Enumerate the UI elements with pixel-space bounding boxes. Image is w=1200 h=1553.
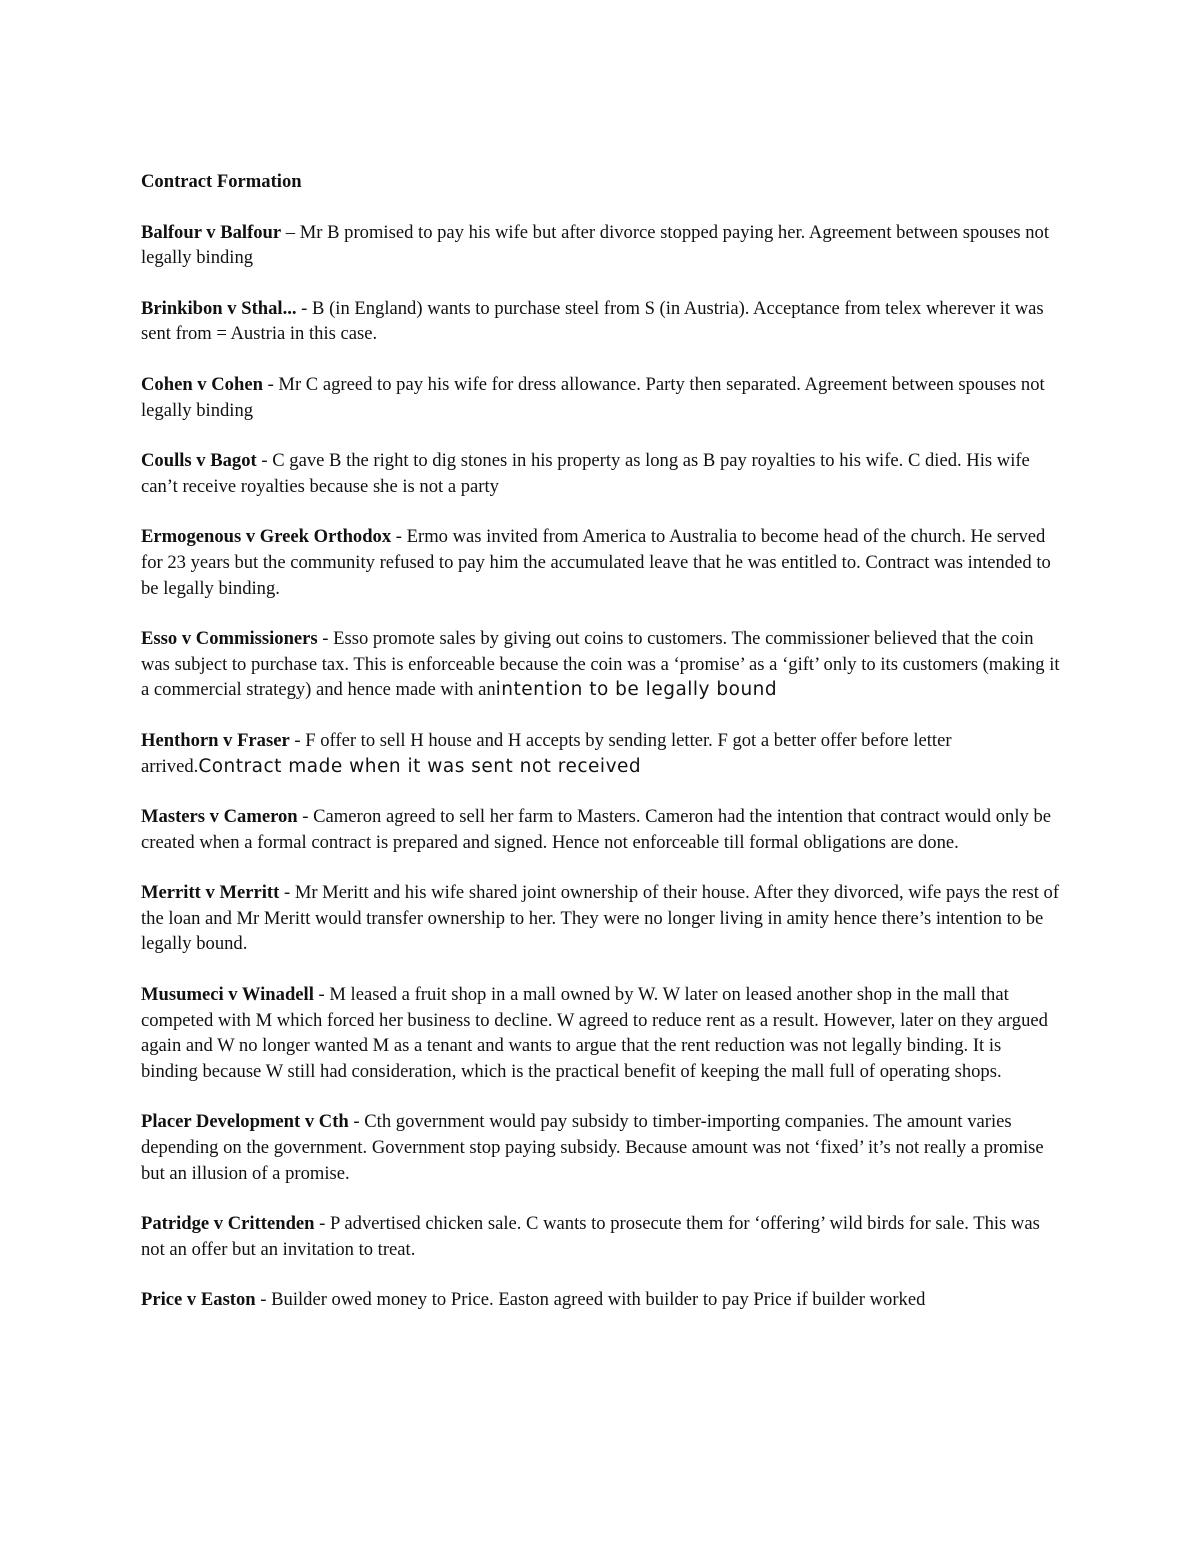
case-separator: -	[262, 373, 279, 395]
case-summary-tail: intention to be legally bound	[495, 679, 778, 701]
case-name: Esso v Commissioners	[141, 628, 318, 650]
case-entry	[141, 296, 1061, 347]
case-separator: -	[296, 297, 313, 319]
case-entry	[141, 1211, 1061, 1262]
case-separator: -	[348, 1111, 365, 1133]
case-name: Merritt v Merritt	[141, 882, 280, 904]
case-entry	[141, 448, 1061, 499]
case-name: Placer Development v Cth	[141, 1111, 349, 1133]
case-separator: -	[255, 1289, 272, 1311]
case-entry	[141, 372, 1061, 423]
case-name: Cohen v Cohen	[141, 373, 263, 395]
case-summary-tail: Contract made when it was sent not received	[198, 755, 642, 777]
case-name: Coulls v Bagot	[141, 450, 257, 472]
case-name: Brinkibon v Sthal...	[141, 297, 297, 319]
case-separator: -	[289, 729, 306, 751]
case-summary: Cth government would pay subsidy to timber-importing companies. The amount varies depending on the government. Government stop paying subsidy. Because amount was not ‘fixed’ it’s not really a promise but an illusion of a promise.	[141, 1111, 1044, 1184]
case-separator: -	[314, 1213, 331, 1235]
case-summary: Cameron agreed to sell her farm to Masters. Cameron had the intention that contract would only be created when a formal contract is prepared and signed. Hence not enforceable till formal obligations are done.	[141, 806, 1051, 853]
case-entry	[141, 1109, 1061, 1186]
case-separator: -	[391, 526, 407, 548]
case-name: Masters v Cameron	[141, 806, 298, 828]
case-separator: -	[256, 450, 273, 472]
case-entry	[141, 804, 1061, 855]
case-name: Henthorn v Fraser	[141, 729, 290, 751]
case-name: Price v Easton	[141, 1289, 256, 1311]
case-separator: -	[317, 628, 334, 650]
case-entry	[141, 1287, 1061, 1313]
case-name: Musumeci v Winadell	[141, 984, 314, 1006]
document-title: Contract Formation	[141, 171, 302, 192]
case-separator: -	[297, 806, 314, 828]
case-summary: Esso promote sales by giving out coins to customers. The commissioner believed that the coin was subject to purchase tax. This is enforceable because the coin was a ‘promise’ as a ‘gift’ only to its customers (making it a commercial strategy) and hence made with an	[141, 628, 1060, 701]
case-summary: Ermo was invited from America to Australia to become head of the church. He served for 23 years but the community refused to pay him the accumulated leave that he was entitled to. Contract was intended to be legally binding.	[141, 526, 1051, 599]
case-name: Ermogenous v Greek Orthodox	[141, 526, 392, 548]
case-separator: -	[313, 984, 330, 1006]
case-entry	[141, 982, 1061, 1084]
case-summary: P advertised chicken sale. C wants to prosecute them for ‘offering’ wild birds for sale. This was not an offer but an invitation to treat.	[141, 1213, 1040, 1260]
case-name: Patridge v Crittenden	[141, 1213, 315, 1235]
case-summary: Mr Meritt and his wife shared joint ownership of their house. After they divorced, wife pays the rest of the loan and Mr Meritt would transfer ownership to her. They were no longer living in amity hence there’s intention to be legally bound.	[141, 882, 1060, 955]
case-summary: M leased a fruit shop in a mall owned by W. W later on leased another shop in the mall that competed with M which forced her business to decline. W agreed to reduce rent as a result. However, later on they argued again and W no longer wanted M as a tenant and wants to argue that the rent reduction was not legally binding. It is binding because W still had consideration, which is the practical benefit of keeping the mall full of operating shops.	[141, 984, 1048, 1082]
case-name: Balfour v Balfour	[141, 221, 282, 243]
case-entry	[141, 880, 1061, 957]
case-entry	[141, 728, 1061, 779]
case-separator: –	[281, 221, 300, 243]
case-summary: Mr B promised to pay his wife but after divorce stopped paying her. Agreement between spouses not legally binding	[141, 221, 1050, 269]
case-summary: F offer to sell H house and H accepts by sending letter. F got a better offer before letter arrived.	[141, 729, 952, 777]
case-summary: Builder owed money to Price. Easton agreed with builder to pay Price if builder worked	[271, 1289, 926, 1311]
case-summary: C gave B the right to dig stones in his property as long as B pay royalties to his wife. C died. His wife can’t receive royalties because she is not a party	[141, 450, 1030, 497]
case-entry	[141, 626, 1061, 703]
case-summary: B (in England) wants to purchase steel from S (in Austria). Acceptance from telex wherever it was sent from = Austria in this case.	[141, 297, 1044, 345]
case-entry	[141, 220, 1061, 271]
case-entry	[141, 524, 1061, 601]
case-list	[141, 220, 1061, 1313]
case-summary: Mr C agreed to pay his wife for dress allowance. Party then separated. Agreement between spouses not legally binding	[141, 373, 1045, 421]
document-body	[141, 169, 1061, 1338]
case-separator: -	[279, 882, 295, 904]
